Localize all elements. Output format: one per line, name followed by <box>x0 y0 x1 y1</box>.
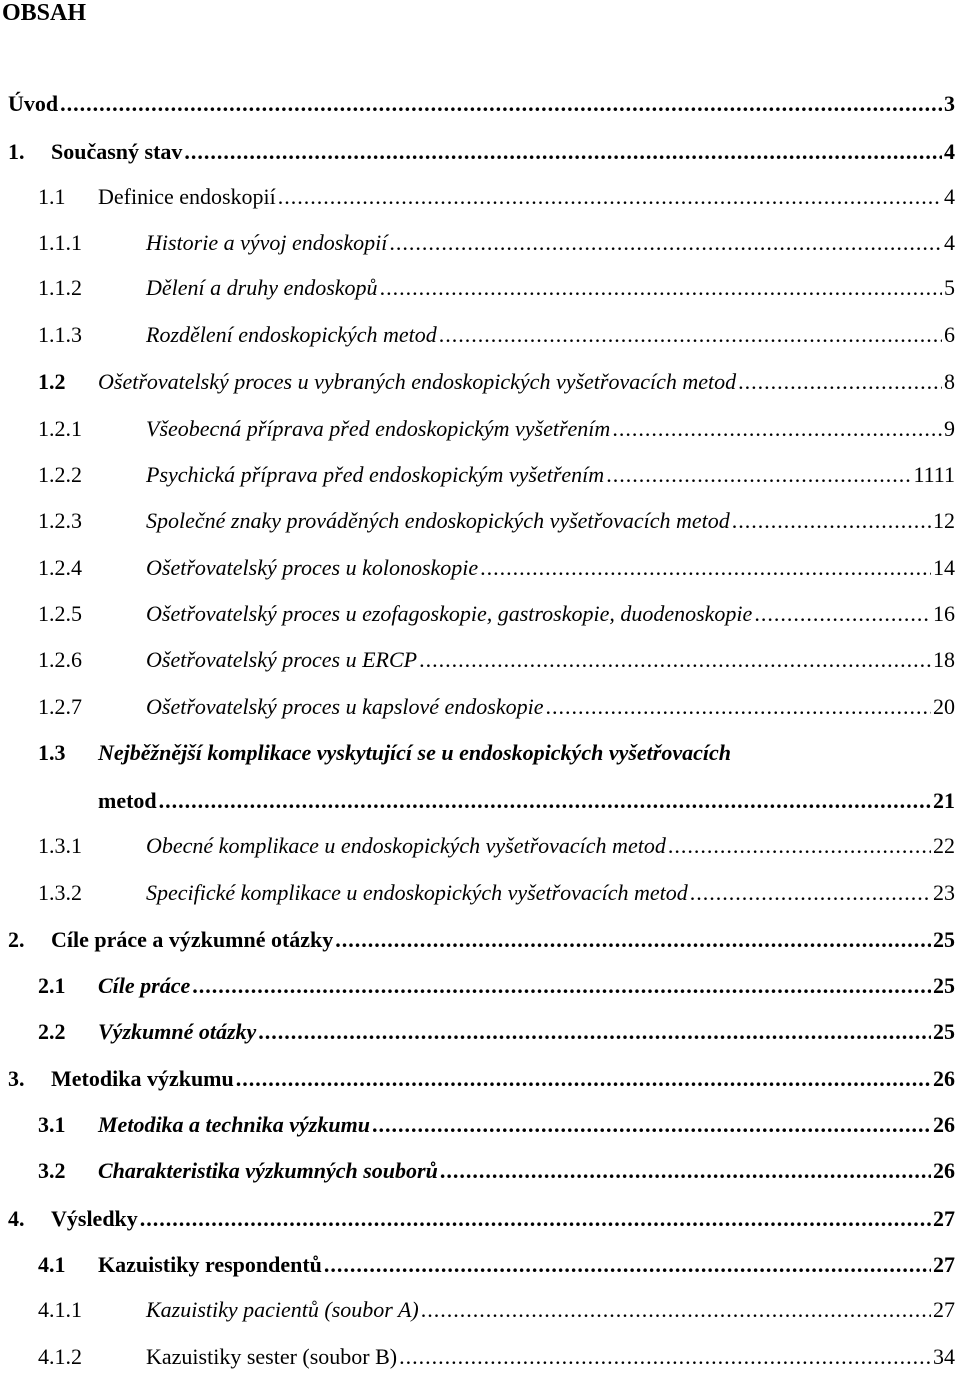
toc-page-number: 26 <box>933 1112 955 1137</box>
toc-leader <box>60 89 942 119</box>
toc-leader <box>754 599 931 629</box>
toc-title: Všeobecná příprava před endoskopickým vyšetřením <box>146 416 611 441</box>
toc-page-number: 1111 <box>913 462 955 487</box>
toc-title: Výzkumné otázky <box>98 1019 257 1044</box>
toc-leader <box>546 692 931 722</box>
toc-number: 1.2.4 <box>38 555 82 580</box>
toc-number: 1.2.2 <box>38 462 82 487</box>
toc-entry[interactable] <box>38 1295 955 1325</box>
toc-title: Současný stav <box>51 139 183 164</box>
toc-title: Kazuistiky respondentů <box>98 1252 322 1277</box>
toc-title: Charakteristika výzkumných souborů <box>98 1158 438 1183</box>
toc-page-number: 4 <box>944 139 955 164</box>
toc-entry[interactable] <box>38 1250 955 1280</box>
toc-leader <box>421 1295 931 1325</box>
toc-number: 1.2.7 <box>38 694 82 719</box>
toc-page-number: 8 <box>944 369 955 394</box>
toc-title: Cíle práce a výzkumné otázky <box>51 927 334 952</box>
toc-entry[interactable] <box>38 692 955 722</box>
toc-page-number: 25 <box>933 927 955 952</box>
toc-title <box>98 182 276 212</box>
toc-leader <box>690 878 931 908</box>
toc-page-number: 25 <box>933 973 955 998</box>
toc-number: 1.3.1 <box>38 833 82 858</box>
toc-leader <box>732 506 931 536</box>
toc-number: 4.1.2 <box>38 1344 82 1369</box>
toc-entry[interactable] <box>38 460 955 490</box>
toc-page-number: 26 <box>933 1158 955 1183</box>
toc-title: Společné znaky prováděných endoskopických vyšetřovacích metod <box>146 508 730 533</box>
toc-leader <box>440 1156 931 1186</box>
toc-leader <box>399 1342 931 1372</box>
toc-number: 3.2 <box>38 1158 66 1183</box>
toc-entry[interactable] <box>38 1110 955 1140</box>
toc-title: Metodika výzkumu <box>51 1066 234 1091</box>
toc-page-number: 4 <box>944 184 955 209</box>
toc-entry[interactable] <box>8 1064 955 1094</box>
toc-page-number: 18 <box>933 647 955 672</box>
toc-leader <box>324 1250 931 1280</box>
toc-entry[interactable] <box>38 831 955 861</box>
toc-title: Úvod <box>8 91 59 116</box>
toc-number: 2.1 <box>38 973 66 998</box>
toc-title: Ošetřovatelský proces u vybraných endoskopických vyšetřovacích metod <box>98 369 737 394</box>
toc-page-number: 12 <box>933 508 955 533</box>
toc-entry[interactable] <box>38 506 955 536</box>
toc-entry[interactable] <box>8 89 955 119</box>
toc-page-number: 21 <box>933 788 955 813</box>
toc-title: Psychická příprava před endoskopickým vyšetřením <box>146 462 605 487</box>
toc-leader <box>192 971 931 1001</box>
toc-entry[interactable] <box>8 1204 955 1234</box>
toc-leader <box>439 320 942 350</box>
toc-title: Cíle práce <box>98 973 191 998</box>
toc-page-number: 22 <box>933 833 955 858</box>
toc-number: 4. <box>8 1206 25 1231</box>
toc-entry[interactable] <box>38 553 955 583</box>
toc-page-number: 26 <box>933 1066 955 1091</box>
toc-page-number: 4 <box>944 230 955 255</box>
toc-entry[interactable] <box>38 182 955 212</box>
toc-leader <box>668 831 931 861</box>
toc-leader <box>159 786 931 816</box>
toc-entry[interactable] <box>8 137 955 167</box>
toc-number: 1.2.1 <box>38 416 82 441</box>
toc-number: 1.1 <box>38 184 66 209</box>
toc-page-number: 27 <box>933 1206 955 1231</box>
toc-entry[interactable] <box>38 599 955 629</box>
toc-page-number: 14 <box>933 555 955 580</box>
toc-page-number: 23 <box>933 880 955 905</box>
toc-title: Kazuistiky pacientů (soubor A) <box>146 1297 419 1322</box>
toc-entry[interactable] <box>38 878 955 908</box>
toc-leader <box>258 1017 931 1047</box>
toc-page-number: 20 <box>933 694 955 719</box>
toc-title: Obecné komplikace u endoskopických vyšetřovacích metod <box>146 833 666 858</box>
toc-entry[interactable] <box>8 925 955 955</box>
toc-number: 3.1 <box>38 1112 66 1137</box>
toc-number: 1.2.5 <box>38 601 82 626</box>
toc-entry-continuation[interactable] <box>98 786 955 816</box>
toc-title: Ošetřovatelský proces u kolonoskopie <box>146 555 479 580</box>
toc-leader <box>372 1110 931 1140</box>
toc-entry[interactable] <box>38 1017 955 1047</box>
toc-page-number: 27 <box>933 1297 955 1322</box>
toc-leader <box>480 553 931 583</box>
toc-number: 3. <box>8 1066 25 1091</box>
toc-leader <box>389 228 942 258</box>
toc-page-number: 6 <box>944 322 955 347</box>
toc-number: 1.1.2 <box>38 275 82 300</box>
toc-number: 1.1.3 <box>38 322 82 347</box>
toc-title: Rozdělení endoskopických metod <box>146 322 437 347</box>
toc-title: Specifické komplikace u endoskopických vyšetřovacích metod <box>146 880 688 905</box>
toc-leader <box>612 414 942 444</box>
toc-number: 1.3 <box>38 740 66 765</box>
toc-page-number: 9 <box>944 416 955 441</box>
toc-leader <box>606 460 911 490</box>
toc-number: 4.1 <box>38 1252 66 1277</box>
page-title: OBSAH <box>2 0 87 26</box>
toc-title-text: Definice endoskopií <box>98 184 276 209</box>
toc-title: Ošetřovatelský proces u kapslové endoskopie <box>146 694 544 719</box>
toc-entry[interactable] <box>38 971 955 1001</box>
toc-number: 1.2 <box>38 369 66 394</box>
toc-leader <box>278 182 942 212</box>
toc-entry[interactable] <box>38 738 955 768</box>
toc-leader <box>184 137 942 167</box>
toc-entry[interactable] <box>38 320 955 350</box>
toc-leader <box>380 273 942 303</box>
toc-number: 1. <box>8 139 25 164</box>
toc-number: 2. <box>8 927 25 952</box>
toc-title: Ošetřovatelský proces u ezofagoskopie, gastroskopie, duodenoskopie <box>146 601 753 626</box>
toc-leader <box>335 925 931 955</box>
toc-entry[interactable] <box>38 1156 955 1186</box>
toc-entry[interactable] <box>38 228 955 258</box>
toc-entry[interactable] <box>38 273 955 303</box>
toc-leader <box>236 1064 931 1094</box>
toc-number: 1.3.2 <box>38 880 82 905</box>
toc-entry[interactable] <box>38 645 955 675</box>
toc-title: Nejběžnější komplikace vyskytující se u endoskopických vyšetřovacích <box>98 740 731 765</box>
toc-title: Metodika a technika výzkumu <box>98 1112 370 1137</box>
toc-page-number: 3 <box>944 91 955 116</box>
toc-number: 1.2.6 <box>38 647 82 672</box>
toc-title: Ošetřovatelský proces u ERCP <box>146 647 418 672</box>
toc-entry[interactable] <box>38 414 955 444</box>
toc-entry[interactable] <box>38 367 955 397</box>
toc-page-number: 16 <box>933 601 955 626</box>
toc-entry[interactable] <box>38 1342 955 1372</box>
toc-page-number: 27 <box>933 1252 955 1277</box>
toc-page-number: 25 <box>933 1019 955 1044</box>
toc-leader <box>419 645 931 675</box>
toc-number: 2.2 <box>38 1019 66 1044</box>
toc-number: 1.2.3 <box>38 508 82 533</box>
toc-page-number: 34 <box>933 1344 955 1369</box>
toc-title: Dělení a druhy endoskopů <box>146 275 378 300</box>
toc-number: 4.1.1 <box>38 1297 82 1322</box>
toc-title: metod <box>98 788 157 813</box>
toc-title: Kazuistiky sester (soubor B) <box>146 1344 398 1369</box>
toc-title: Historie a vývoj endoskopií <box>146 230 388 255</box>
toc-leader <box>738 367 942 397</box>
toc-page-number: 5 <box>944 275 955 300</box>
toc-number: 1.1.1 <box>38 230 82 255</box>
toc-leader <box>140 1204 931 1234</box>
toc-title: Výsledky <box>51 1206 138 1231</box>
